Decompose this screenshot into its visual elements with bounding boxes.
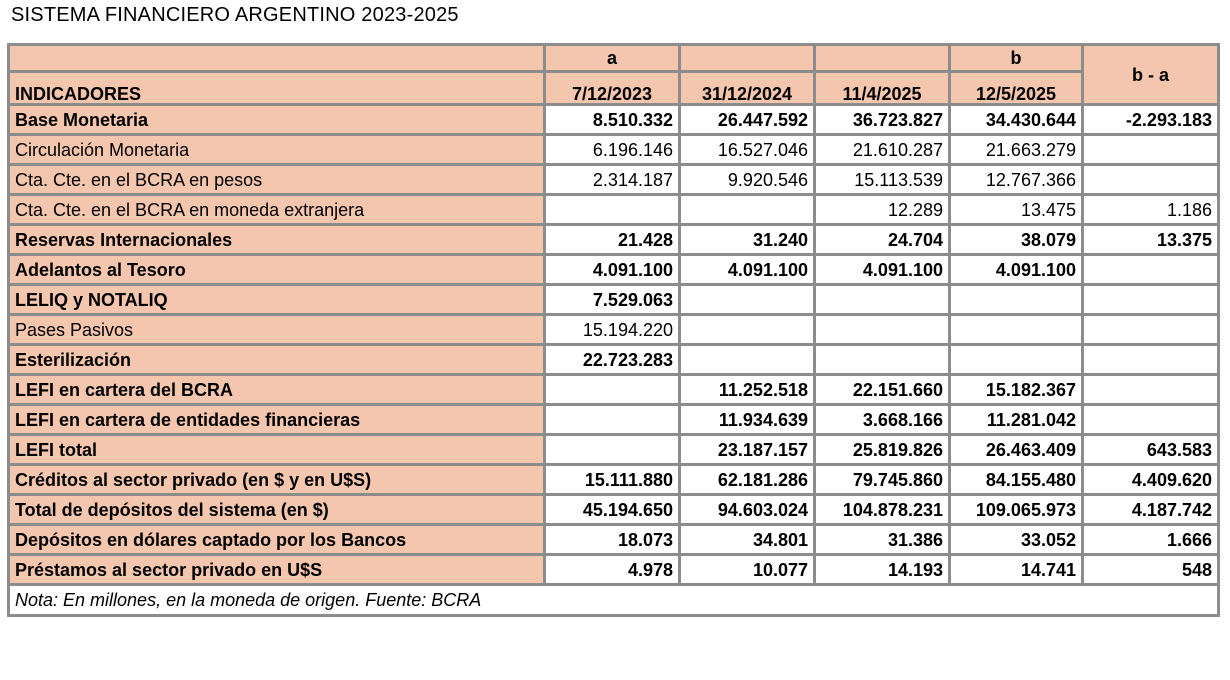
value-cell: 4.978	[545, 555, 680, 585]
note-row	[9, 585, 1219, 616]
indicator-label: Cta. Cte. en el BCRA en pesos	[9, 165, 545, 195]
difference-cell	[1083, 315, 1219, 345]
value-cell: 34.430.644	[950, 105, 1083, 135]
value-cell: 26.463.409	[950, 435, 1083, 465]
header-difference: b - a	[1083, 45, 1219, 105]
table-row	[9, 195, 1219, 225]
value-cell	[815, 285, 950, 315]
table-row	[9, 135, 1219, 165]
value-cell: 11.281.042	[950, 405, 1083, 435]
value-cell: 13.475	[950, 195, 1083, 225]
header-row-letters	[9, 45, 1219, 72]
indicator-label: LEFI en cartera del BCRA	[9, 375, 545, 405]
indicator-label: Base Monetaria	[9, 105, 545, 135]
header-letter-col-1: a	[545, 45, 680, 72]
value-cell: 31.386	[815, 525, 950, 555]
value-cell: 4.091.100	[815, 255, 950, 285]
source-note: Nota: En millones, en la moneda de origen. Fuente: BCRA	[9, 585, 1219, 616]
value-cell: 15.113.539	[815, 165, 950, 195]
value-cell	[545, 435, 680, 465]
indicator-label: LELIQ y NOTALIQ	[9, 285, 545, 315]
header-indicators: INDICADORES	[9, 72, 545, 105]
table-row	[9, 405, 1219, 435]
value-cell: 79.745.860	[815, 465, 950, 495]
header-letter-col-3	[815, 45, 950, 72]
difference-cell	[1083, 255, 1219, 285]
value-cell: 12.767.366	[950, 165, 1083, 195]
header-date-col-4: 12/5/2025	[950, 72, 1083, 105]
value-cell: 36.723.827	[815, 105, 950, 135]
value-cell: 26.447.592	[680, 105, 815, 135]
indicator-label: Reservas Internacionales	[9, 225, 545, 255]
difference-cell	[1083, 285, 1219, 315]
indicator-label: Depósitos en dólares captado por los Bancos	[9, 525, 545, 555]
value-cell: 3.668.166	[815, 405, 950, 435]
difference-cell: 13.375	[1083, 225, 1219, 255]
value-cell: 2.314.187	[545, 165, 680, 195]
table-row	[9, 285, 1219, 315]
difference-cell	[1083, 345, 1219, 375]
difference-cell	[1083, 165, 1219, 195]
value-cell	[950, 345, 1083, 375]
value-cell: 21.663.279	[950, 135, 1083, 165]
value-cell: 11.934.639	[680, 405, 815, 435]
difference-cell: 643.583	[1083, 435, 1219, 465]
value-cell: 38.079	[950, 225, 1083, 255]
value-cell: 24.704	[815, 225, 950, 255]
difference-cell	[1083, 135, 1219, 165]
header-blank-cell	[9, 45, 545, 72]
value-cell	[545, 195, 680, 225]
indicator-label: LEFI total	[9, 435, 545, 465]
difference-cell	[1083, 375, 1219, 405]
difference-cell: 1.666	[1083, 525, 1219, 555]
indicator-label: Cta. Cte. en el BCRA en moneda extranjera	[9, 195, 545, 225]
value-cell: 33.052	[950, 525, 1083, 555]
value-cell: 94.603.024	[680, 495, 815, 525]
value-cell: 8.510.332	[545, 105, 680, 135]
value-cell: 45.194.650	[545, 495, 680, 525]
value-cell: 62.181.286	[680, 465, 815, 495]
value-cell: 15.182.367	[950, 375, 1083, 405]
header-date-col-1: 7/12/2023	[545, 72, 680, 105]
value-cell	[545, 405, 680, 435]
value-cell: 25.819.826	[815, 435, 950, 465]
value-cell: 16.527.046	[680, 135, 815, 165]
header-date-col-2: 31/12/2024	[680, 72, 815, 105]
value-cell: 9.920.546	[680, 165, 815, 195]
indicator-label: Circulación Monetaria	[9, 135, 545, 165]
value-cell: 21.428	[545, 225, 680, 255]
value-cell: 10.077	[680, 555, 815, 585]
indicator-label: Adelantos al Tesoro	[9, 255, 545, 285]
value-cell: 15.194.220	[545, 315, 680, 345]
difference-cell	[1083, 405, 1219, 435]
indicator-label: Total de depósitos del sistema (en $)	[9, 495, 545, 525]
indicator-label: Pases Pasivos	[9, 315, 545, 345]
value-cell: 14.193	[815, 555, 950, 585]
difference-cell: -2.293.183	[1083, 105, 1219, 135]
table-row	[9, 165, 1219, 195]
value-cell: 12.289	[815, 195, 950, 225]
value-cell	[680, 315, 815, 345]
value-cell	[680, 345, 815, 375]
header-date-col-3: 11/4/2025	[815, 72, 950, 105]
table-row	[9, 465, 1219, 495]
value-cell: 23.187.157	[680, 435, 815, 465]
value-cell: 84.155.480	[950, 465, 1083, 495]
table-row	[9, 105, 1219, 135]
value-cell	[950, 315, 1083, 345]
difference-cell: 4.409.620	[1083, 465, 1219, 495]
table-row	[9, 315, 1219, 345]
difference-cell: 548	[1083, 555, 1219, 585]
difference-cell: 1.186	[1083, 195, 1219, 225]
header-letter-col-2	[680, 45, 815, 72]
value-cell: 109.065.973	[950, 495, 1083, 525]
table-row	[9, 345, 1219, 375]
value-cell	[815, 315, 950, 345]
value-cell: 22.723.283	[545, 345, 680, 375]
value-cell: 34.801	[680, 525, 815, 555]
value-cell: 15.111.880	[545, 465, 680, 495]
table-row	[9, 255, 1219, 285]
table-row	[9, 435, 1219, 465]
value-cell: 11.252.518	[680, 375, 815, 405]
table-row	[9, 525, 1219, 555]
value-cell: 7.529.063	[545, 285, 680, 315]
difference-cell: 4.187.742	[1083, 495, 1219, 525]
value-cell: 104.878.231	[815, 495, 950, 525]
value-cell	[815, 345, 950, 375]
value-cell: 18.073	[545, 525, 680, 555]
value-cell: 21.610.287	[815, 135, 950, 165]
indicators-table	[7, 43, 1220, 617]
page-title: SISTEMA FINANCIERO ARGENTINO 2023-2025	[11, 4, 459, 26]
table-row	[9, 375, 1219, 405]
table-row	[9, 225, 1219, 255]
value-cell: 4.091.100	[545, 255, 680, 285]
value-cell	[950, 285, 1083, 315]
indicator-label: Esterilización	[9, 345, 545, 375]
value-cell	[680, 195, 815, 225]
value-cell	[545, 375, 680, 405]
table-row	[9, 495, 1219, 525]
header-row-dates	[9, 72, 1219, 105]
value-cell	[680, 285, 815, 315]
value-cell: 4.091.100	[680, 255, 815, 285]
table-row	[9, 555, 1219, 585]
indicator-label: LEFI en cartera de entidades financieras	[9, 405, 545, 435]
value-cell: 31.240	[680, 225, 815, 255]
header-letter-col-4: b	[950, 45, 1083, 72]
value-cell: 4.091.100	[950, 255, 1083, 285]
indicator-label: Préstamos al sector privado en U$S	[9, 555, 545, 585]
indicator-label: Créditos al sector privado (en $ y en U$S)	[9, 465, 545, 495]
value-cell: 14.741	[950, 555, 1083, 585]
value-cell: 22.151.660	[815, 375, 950, 405]
value-cell: 6.196.146	[545, 135, 680, 165]
